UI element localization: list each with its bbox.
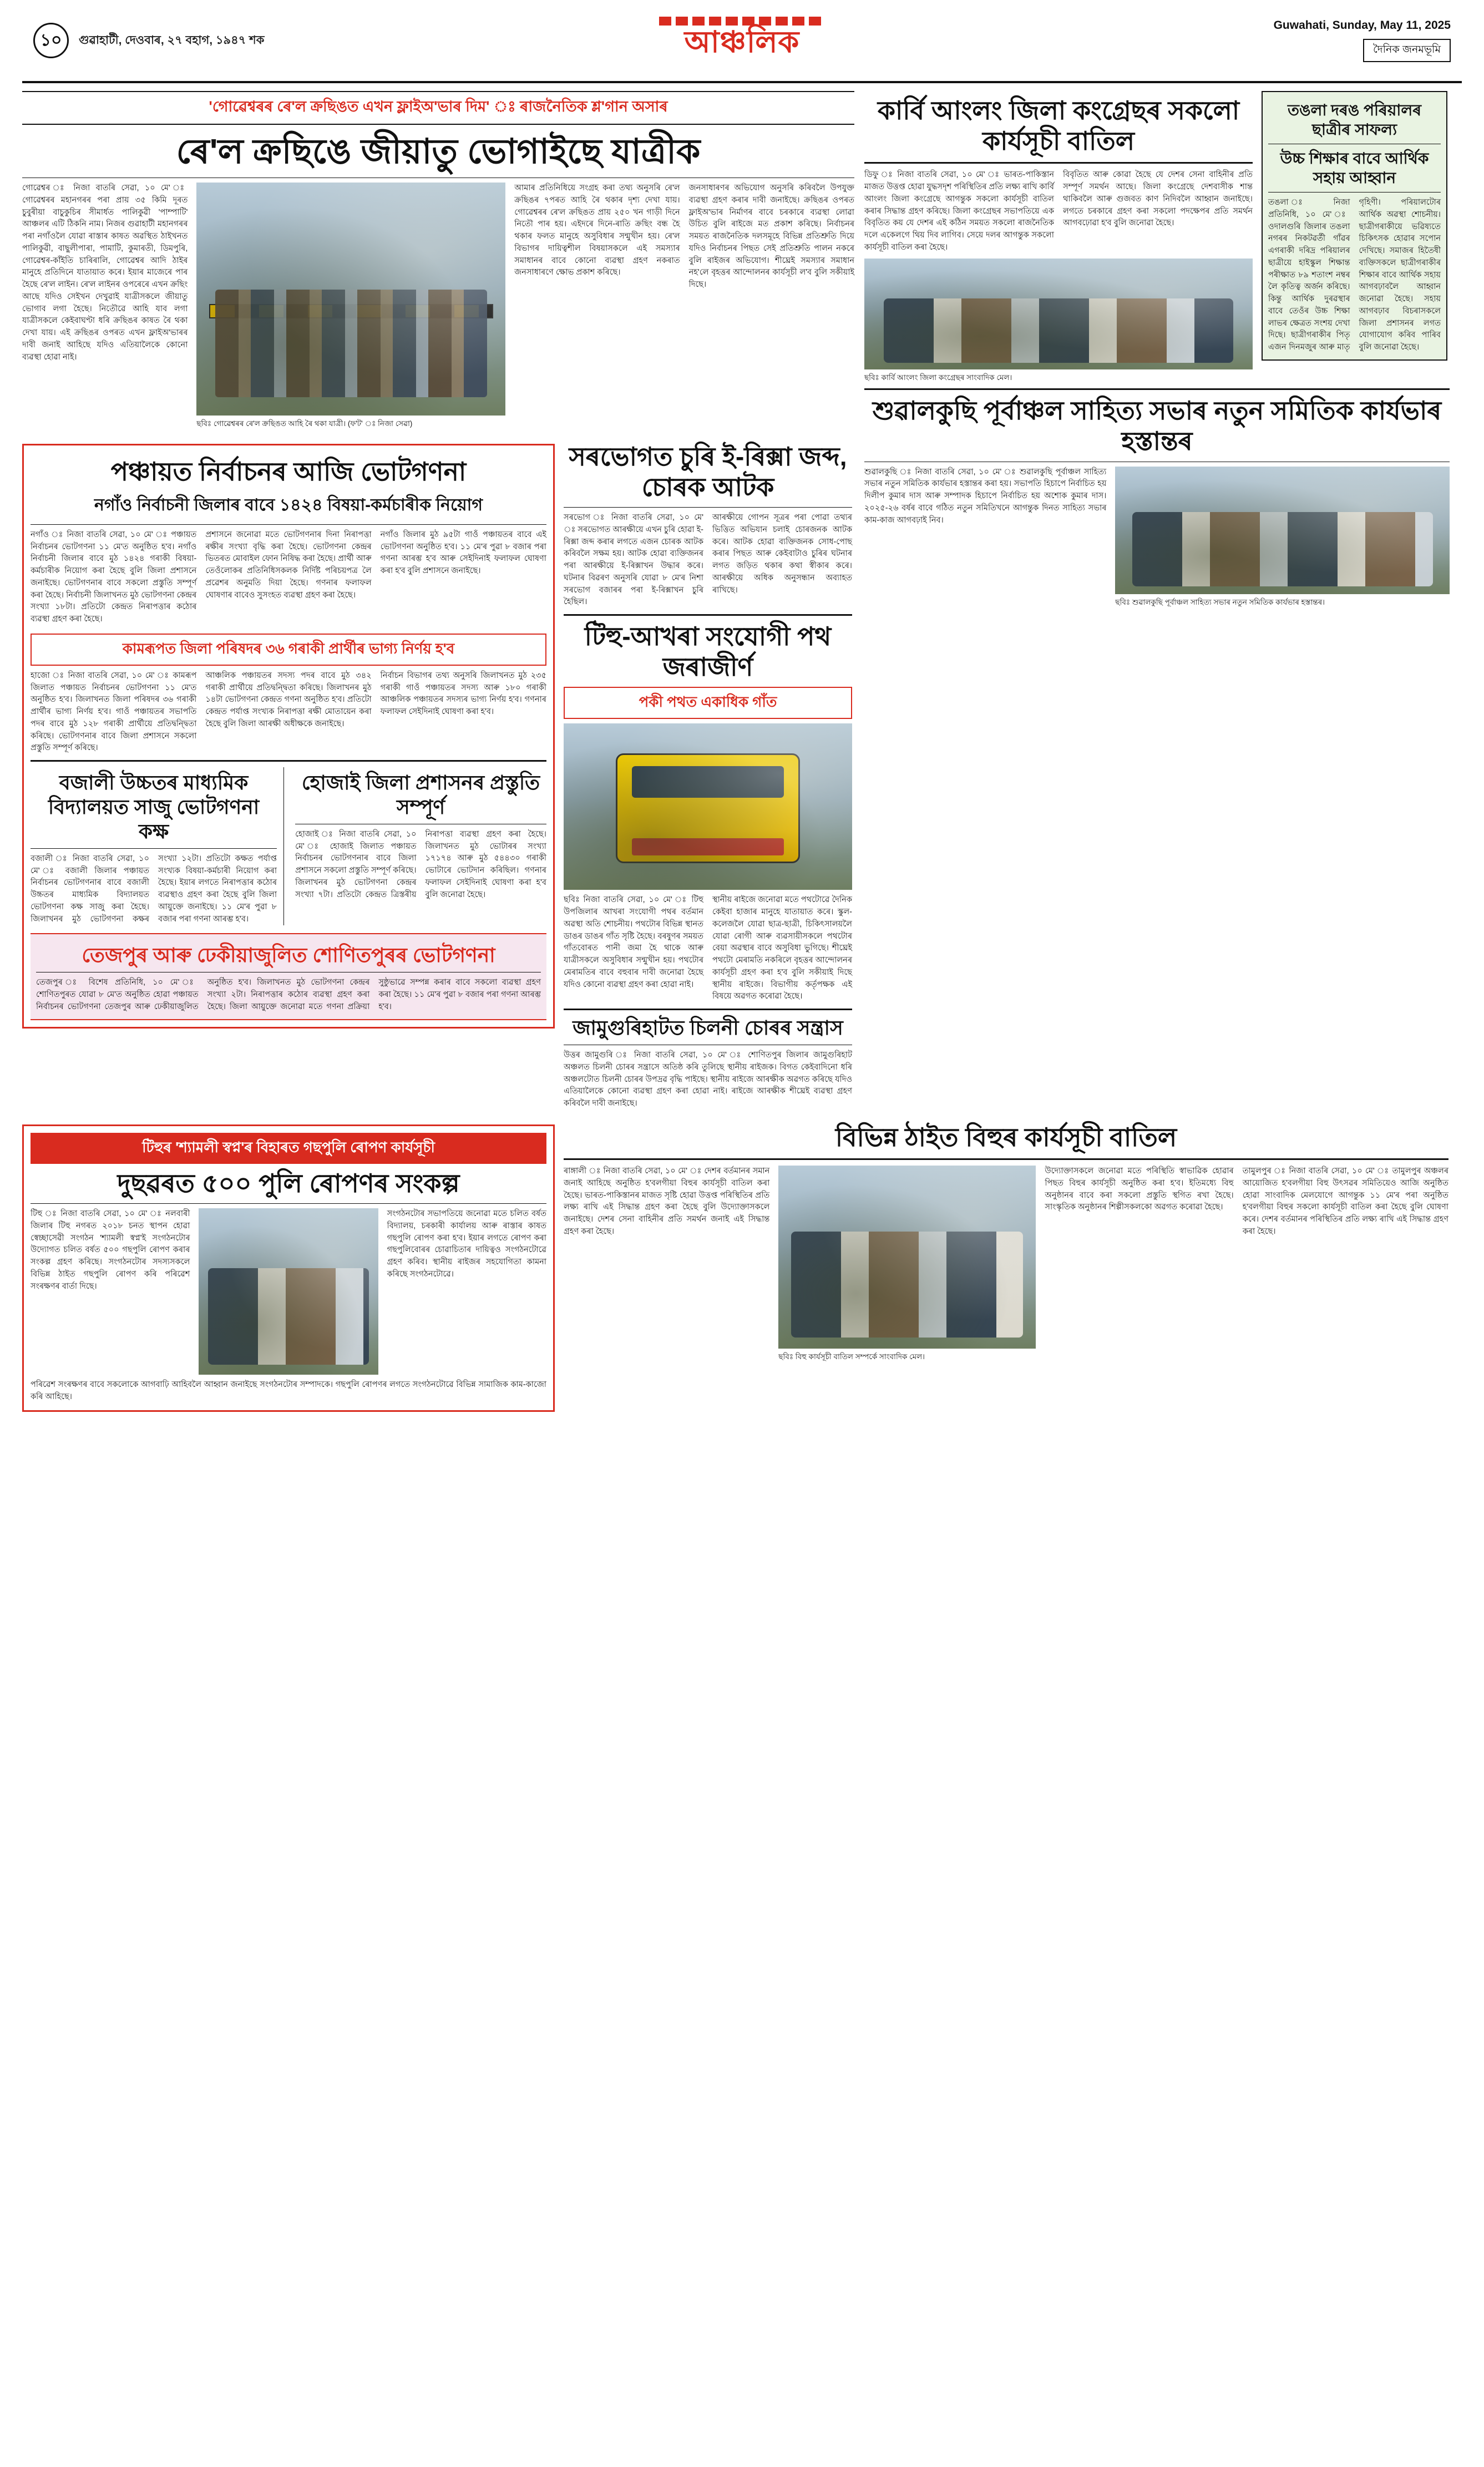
article-rail-crossing [22,91,854,429]
masthead-logo [659,17,825,58]
bihu-col3: তামুলপুৰ ঃ নিজা বাতৰি সেৱা, ১০ মে' ঃ তামুলপুৰ অঞ্চলৰ আয়োজিত হ'বলগীয়া বিহু উৎসৱৰ সমিতিয়েও আজি অনুষ্ঠিত হোৱা সাংবাদিক মেলযোগে আগন্তুক ১১ মে'ৰ পৰা অনুষ্ঠিত হ'বলগীয়া বিহুৰ সকলো কাৰ্যসূচী বাতিল কৰা হৈছে বুলি ঘোষণা কৰে। দেশৰ বৰ্তমানৰ পৰিস্থিতিৰ প্ৰতি লক্ষ্য ৰাখি এই সিদ্ধান্ত গ্ৰহণ কৰা হৈছে। [1242,1167,1448,1236]
sualkuchi-headline: শুৱালকুছি পূৰ্বাঞ্চল সাহিত্য সভাৰ নতুন সমিতিক কাৰ্যভাৰ হস্তান্তৰ [872,396,1442,456]
tree-planting-people-graphic [208,1268,369,1365]
lead-text-col3: জনসাধাৰণৰ অভিযোগ অনুসৰি কৰিবলৈ উপযুক্ত ব্যৱস্থা গ্ৰহণ কৰাৰ দাবী জনাইছে। ক্ৰছিঙৰ ওপৰত ফ্লাইঅ'ভাৰ নিৰ্মাণৰ বাবে চৰকাৰে ব্যৱস্থা লোৱা উচিত বুলি ৰাইজে মত প্ৰকাশ কৰিছে। নিৰ্বাচনৰ সময়ত ৰাজনৈতিক দলসমূহে বিভিন্ন প্ৰতিশ্ৰুতি দিয়ে যদিও নিৰ্বাচনৰ পিছত সেই প্ৰতিশ্ৰুতি পালন নকৰে বুলি ৰাইজৰ অভিযোগ। শীঘ্ৰেই সমস্যাৰ সমাধান নহ'লে বৃহত্তৰ আন্দোলনৰ কাৰ্যসূচী ল'ব বুলি সকীয়াই দিছে। [688,184,855,290]
bihu-col2: উদ্যোক্তাসকলে জনোৱা মতে পৰিস্থিতি স্বাভাৱিক হোৱাৰ পিছত বিহুৰ কাৰ্যসূচী অনুষ্ঠিত কৰা হ'ব। ইতিমধ্যে বিহু অনুষ্ঠানৰ বাবে কৰা সকলো প্ৰস্তুতি স্থগিত ৰখা হৈছে। সাংস্কৃতিক অনুষ্ঠানৰ শিল্পীসকলকো অৱগত কৰোৱা হৈছে। [1045,1167,1234,1212]
barrier-graphic [209,304,493,318]
publication-title: আঞ্চলিক [684,26,800,59]
left-column [22,91,854,1110]
panchayat-subhead: নগাঁও নিৰ্বাচনী জিলাৰ বাবে ১৪২৪ বিষয়া-কৰ্মচাৰীক নিয়োগ [94,495,483,514]
sorbhog-col1: সৰভোগ ঃ নিজা বাতৰি সেৱা, ১০ মে' ঃ সৰভোগত আৰক্ষীয়ে এখন চুৰি হোৱা ই-ৰিক্সা জব্দ কৰাৰ লগতে এজন চোৰক আটক কৰিবলৈ সক্ষম হয়। আটক হোৱা ব্যক্তিজনৰ পৰা আৰক্ষীয়ে ই-ৰিক্সাখন উদ্ধাৰ কৰে। ঘটনাৰ বিৱৰণ অনুসৰি যোৱা ৮ মে'ৰ নিশা সৰভোগ বজাৰৰ পৰা ই-ৰিক্সাখন চুৰি হৈছিল। [564,513,703,607]
bus-graphic [616,753,801,863]
right-column [864,91,1450,1110]
article-tihu-shyamoli [22,1124,555,1412]
sorbhog-headline: সৰভোগত চুৰি ই-ৰিক্সা জব্দ, চোৰক আটক [569,442,847,501]
masthead-city-date: Guwahati, Sunday, May 11, 2025 [1273,19,1451,32]
tezpur-body: তেজপুৰ ঃ বিশেষ প্ৰতিনিধি, ১০ মে' ঃ শোণিতপুৰত যোৱা ৮ মে'ত অনুষ্ঠিত হোৱা পঞ্চায়ত নিৰ্বাচনৰ ভোটগণনা তেজপুৰ আৰু ঢেকীয়াজুলিত অনুষ্ঠিত হ'ব। জিলাখনত মুঠ ভোটগণনা কেন্দ্ৰৰ সংখ্যা ২টা। নিৰাপত্তাৰ কঠোৰ ব্যৱস্থা গ্ৰহণ কৰা হৈছে। জিলা আয়ুক্তে জনোৱা মতে গণনা প্ৰক্ৰিয়া সুষ্ঠুভাৱে সম্পন্ন কৰাৰ বাবে সকলো ব্যৱস্থা গ্ৰহণ কৰা হৈছে। ১১ মে'ৰ পুৱা ৮ বজাৰ পৰা গণনা আৰম্ভ হ'ব। [36,978,541,1011]
article-panchayat-counting [22,444,555,1029]
handover-people-graphic [1132,512,1433,586]
article-tangla-student [1262,91,1447,361]
lead-headline: ৰে'ল ক্ৰছিঙে জীয়াতু ভোগাইছে যাত্ৰীক [176,133,701,171]
article-tihu-road [564,621,852,1003]
tihu-subband: পকী পথত একাধিক গাঁত [564,687,852,719]
bottom-section [22,1118,1462,1412]
tihu-headline: টিহু-আখৰা সংযোগী পথ জৰাজীৰ্ণ [584,622,832,682]
bihu-cancel-headline: বিভিন্ন ঠাইত বিহুৰ কাৰ্যসূচী বাতিল [835,1122,1177,1152]
panchayat-col3: নগাঁও জিলাৰ মুঠ ৯৫টা গাওঁ পঞ্চায়তৰ বাবে এই ভোটগণনা অনুষ্ঠিত হ'ব। ১১ মে'ৰ পুৱা ৮ বজাৰ পৰা গণনা আৰম্ভ হ'ব আৰু সেইদিনাই ফলাফল ঘোষণা কৰা হ'ব বুলি প্ৰশাসনে জনাইছে। [380,530,546,576]
tihu-photo-bus-on-road [564,723,852,890]
masthead [22,0,1462,83]
shyamoli-col3: পৰিৱেশ সংৰক্ষণৰ বাবে সকলোকে আগবাঢ়ি আহিবলৈ আহ্বান জনাইছে সংগঠনটোৰ সম্পাদকে। গছপুলি ৰোপণৰ লগতে সংগঠনটোৱে বিভিন্ন সামাজিক কাম-কাজো কৰি আহিছে। [31,1380,546,1401]
shyamoli-headline: দুছৱৰত ৫০০ পুলি ৰোপণৰ সংকল্প [117,1168,460,1198]
kamrup-col3: নিৰ্বাচন বিভাগৰ তথ্য অনুসৰি জিলাখনত মুঠ ২৩৫ গৰাকী গাওঁ পঞ্চায়তৰ সদস্য আৰু ১৮০ গৰাকী আঞ্চলিক পঞ্চায়তৰ সদস্যৰ ভাগ্য নিৰ্ণয় হ'ব। গণনাৰ ফলাফল সেইদিনাই ঘোষণা কৰা হ'ব। [380,671,546,717]
bajali-body: বজালী ঃ নিজা বাতৰি সেৱা, ১০ মে' ঃ বজালী জিলাৰ পঞ্চায়ত নিৰ্বাচনৰ ভোটগণনাৰ বাবে বজালী উচ্চতৰ মাধ্যমিক বিদ্যালয়ত ভোটগণনা কক্ষ সাজু কৰা হৈছে। জিলাখনৰ মুঠ ভোটগণনা কক্ষৰ সংখ্যা ১২টা। প্ৰতিটো কক্ষত পৰ্যাপ্ত সংখ্যক বিষয়া-কৰ্মচাৰী নিয়োগ কৰা হৈছে। ইয়াৰ লগতে নিৰাপত্তাৰ কঠোৰ ব্যৱস্থাও গ্ৰহণ কৰা হৈছে বুলি জিলা আয়ুক্তে জনাইছে। ১১ মে'ৰ পুৱা ৮ বজাৰ পৰা গণনা আৰম্ভ হ'ব। [31,854,277,924]
karbi-body1: ডিফু ঃ নিজা বাতৰি সেৱা, ১০ মে' ঃ ভাৰত-পাকিস্তান মাজত উত্তপ্ত হোৱা যুদ্ধসদৃশ পৰিস্থিতিৰ প্ৰতি লক্ষ্য ৰাখি কাৰ্বি আংলং জিলা কংগ্ৰেছে আগন্তুক সকলো কাৰ্যসূচী বাতিল কৰাৰ সিদ্ধান্ত গ্ৰহণ কৰিছে। জিলা কংগ্ৰেছৰ সভাপতিয়ে এক বিবৃতিত কয় যে দেশৰ এই কঠিন সময়ত সকলো ৰাজনৈতিক দলে একেলগে থিয় দিব লাগিব। সেয়ে দলৰ আগন্তুক সকলো কাৰ্যসূচী বাতিল কৰা হৈছে। [864,170,1054,252]
logo-stripes-decoration [659,17,825,26]
jamugurihat-headline: জামুগুৰিহাটত চিলনী চোৰৰ সন্ত্ৰাস [573,1016,843,1040]
shyamoli-band: টিহুৰ 'শ্যামলী স্বপ্ন'ৰ বিহাৰত গছপুলি ৰোপণ কাৰ্যসূচী [31,1133,546,1164]
sualkuchi-photo-caption: ছবিঃ শুৱালকুছি পূৰ্বাঞ্চল সাহিত্য সভাৰ নতুন সমিতিক কাৰ্যভাৰ হস্তান্তৰ। [1115,597,1325,606]
bajali-headline: বজালী উচ্চতৰ মাধ্যমিক বিদ্যালয়ত সাজু ভোটগণনা কক্ষ [48,771,260,843]
lead-text-col2: আমাৰ প্ৰতিনিধিয়ে সংগ্ৰহ কৰা তথ্য অনুসৰি ৰে'ল ক্ৰছিঙৰ ৭পৰত আহি ৰৈ থকাৰ দৃশ্য দেখা যায়। গোৱেশ্বৰৰ ৰে'ল ক্ৰছিঙত প্ৰায় ২৫০ খন গাড়ী দিনে নিতৌ পাৰ হয়। এইদৰে দিনে-ৰাতি ক্ৰছিং বন্ধ হৈ থকাৰ ফলত মানুহে অসুবিধাৰ সন্মুখীন হয়। ৰে'ল বিভাগৰ দায়িত্বশীল বিষয়াসকলে এই সমস্যাৰ সমাধানৰ বাবে কোনো ব্যৱস্থা গ্ৰহণ নকৰাত জনসাধাৰণে ক্ষোভ প্ৰকাশ কৰিছে। [514,184,680,277]
article-karbi-anglong [864,95,1253,383]
panchayat-col2: প্ৰশাসনে জনোৱা মতে ভোটগণনাৰ দিনা নিৰাপত্তা ৰক্ষীৰ সংখ্যা বৃদ্ধি কৰা হৈছে। ভোটগণনা কেন্দ্ৰৰ ভিতৰত মোবাইল ফোন নিষিদ্ধ কৰা হৈছে। প্ৰাৰ্থী আৰু তেওঁলোকৰ প্ৰতিনিধিসকলক নিৰ্দিষ্ট পৰিচয়পত্ৰ লৈ প্ৰৱেশৰ অনুমতি দিয়া হৈছে। গণনাৰ ফলাফল ঘোষণাৰ বাবেও সুসংহত ব্যৱস্থা গ্ৰহণ কৰা হৈছে। [205,530,372,600]
kamrup-col1: হাজো ঃ নিজা বাতৰি সেৱা, ১০ মে' ঃ কামৰূপ জিলাত পঞ্চায়ত নিৰ্বাচনৰ ভোটগণনা ১১ মে'ত অনুষ্ঠিত হ'ব। জিলাখনত জিলা পৰিষদৰ ৩৬ গৰাকী প্ৰাৰ্থীৰ ভাগ্য নিৰ্ণয় হ'ব। গাওঁ পঞ্চায়তৰ সভাপতি পদৰ বাবে মুঠ ১২৮ গৰাকী প্ৰাৰ্থীয়ে প্ৰতিদ্বন্দ্বিতা কৰিছে। ভোটগণনাৰ বাবে জিলা প্ৰশাসনে সকলো প্ৰস্তুতি সম্পূৰ্ণ কৰিছে। [31,671,197,753]
page-number: ১০ [33,23,69,58]
bihu-photo-group [778,1166,1036,1349]
panchayat-col1: নগাঁও ঃ নিজা বাতৰি সেৱা, ১০ মে' ঃ পঞ্চায়ত নিৰ্বাচনৰ ভোটগণনা ১১ মে'ত অনুষ্ঠিত হ'ব। নগাঁও নিৰ্বাচনী জিলাৰ বাবে মুঠ ১৪২৪ গৰাকী বিষয়া-কৰ্মচাৰীক নিয়োগ কৰা হৈছে বুলি জিলা প্ৰশাসনে জনাইছে। ভোটগণনাৰ বাবে সকলো প্ৰস্তুতি সম্পূৰ্ণ কৰা হৈছে। নিৰ্বাচনী জিলাখনত মুঠ ভোটগণনা কেন্দ্ৰৰ সংখ্যা ১৮টা। প্ৰতিটো কেন্দ্ৰত নিৰাপত্তাৰ কঠোৰ ব্যৱস্থা গ্ৰহণ কৰা হৈছে। [31,530,197,624]
page-content [22,83,1462,1110]
article-sorbhog-erickshaw [564,442,852,609]
masthead-date-assamese: গুৱাহাটী, দেওবাৰ, ২৭ বহাগ, ১৯৪৭ শক [79,33,265,47]
masthead-right [1274,19,1451,62]
lead-photo-rail-crossing [196,183,505,416]
tangla-body: তঙলা ঃ নিজা প্ৰতিনিধি, ১০ মে' ঃ ওদালগুৰি জিলাৰ তঙলা নগৰৰ নিকটৱৰ্তী গাঁৱৰ এগৰাকী দৰিদ্ৰ পৰিয়ালৰ ছাত্ৰীয়ে হাইস্কুল শিক্ষান্ত পৰীক্ষাত ৮৯ শতাংশ নম্বৰ লৈ কৃতিত্ব অৰ্জন কৰিছে। কিন্তু আৰ্থিক দুৰৱস্থাৰ বাবে তেওঁৰ উচ্চ শিক্ষা লাভৰ ক্ষেত্ৰত সংশয় দেখা দিছে। ছাত্ৰীগৰাকীৰ পিতৃ এজন দিনমজুৰ আৰু মাতৃ গৃহিণী। পৰিয়ালটোৰ আৰ্থিক অৱস্থা শোচনীয়। ছাত্ৰীগৰাকীয়ে ভৱিষ্যতে চিকিৎসক হোৱাৰ সপোন দেখিছে। সমাজৰ হিতৈষী ব্যক্তিসকলে ছাত্ৰীগৰাকীৰ শিক্ষাৰ বাবে আৰ্থিক সহায় আগবঢ়াবলৈ আহ্বান জনোৱা হৈছে। সহায় আগবঢ়াব বিচৰাসকলে জিলা প্ৰশাসনৰ লগত যোগাযোগ কৰিব পাৰিব বুলি জনোৱা হৈছে। [1268,198,1441,352]
hojai-body: হোজাই ঃ নিজা বাতৰি সেৱা, ১০ মে' ঃ হোজাই জিলাত পঞ্চায়ত নিৰ্বাচনৰ ভোটগণনাৰ বাবে জিলা প্ৰশাসনে সকলো প্ৰস্তুতি সম্পূৰ্ণ কৰিছে। জিলাখনৰ মুঠ ভোটগণনা কেন্দ্ৰৰ সংখ্যা ৭টা। প্ৰতিটো কেন্দ্ৰত ত্ৰিস্তৰীয় নিৰাপত্তা ব্যৱস্থা গ্ৰহণ কৰা হৈছে। জিলাখনত মুঠ ভোটাৰৰ সংখ্যা ১৭১৭৪ আৰু মুঠ ৫৪৪৩০ গৰাকী ভোটাৰে ভোটদান কৰিছিল। গণনাৰ ফলাফল সেইদিনাই ঘোষণা কৰা হ'ব বুলি জনোৱা হৈছে। [295,829,546,899]
lead-kicker: 'গোৱেশ্বৰৰ ৰে'ল ক্ৰছিঙত এখন ফ্লাইঅ'ভাৰ দিম' ঃ ৰাজনৈতিক শ্ল'গান অসাৰ [22,91,854,125]
panchayat-headline: পঞ্চায়ত নিৰ্বাচনৰ আজি ভোটগণনা [110,457,467,486]
karbi-headline: কাৰ্বি আংলং জিলা কংগ্ৰেছৰ সকলো কাৰ্যসূচী বাতিল [877,96,1240,156]
karbi-body2: বিবৃতিত আৰু কোৱা হৈছে যে দেশৰ সেনা বাহিনীৰ প্ৰতি সম্পূৰ্ণ সমৰ্থন আছে। জিলা কংগ্ৰেছে দেশবাসীক শান্ত থাকিবলৈ আৰু গুজবত কাণ নিদিবলৈ আহ্বান জনাইছে। লগতে চৰকাৰে গ্ৰহণ কৰা সকলো পদক্ষেপৰ প্ৰতি সমৰ্থন আগবঢ়োৱা হ'ব বুলি জনোৱা হৈছে। [1063,170,1253,228]
article-bihu-cancelled [564,1122,1448,1362]
hojai-headline: হোজাই জিলা প্ৰশাসনৰ প্ৰস্তুতি সম্পূৰ্ণ [301,771,540,819]
shyamoli-col2: সংগঠনটোৰ সভাপতিয়ে জনোৱা মতে চলিত বৰ্ষত বিদ্যালয়, চৰকাৰী কাৰ্যালয় আৰু ৰাস্তাৰ কাষত গছপুলি ৰোপণ কৰা হ'ব। ইয়াৰ লগতে ৰোপণ কৰা গছপুলিবোৰৰ চোৱাচিতাৰ দায়িত্বও সংগঠনটোৱে গ্ৰহণ কৰিব। স্থানীয় ৰাইজৰ সহযোগিতা কামনা কৰিছে সংগঠনটোৱে। [387,1209,546,1279]
shyamoli-photo-tree-planting [199,1208,378,1375]
sualkuchi-col1: শুৱালকুছি ঃ নিজা বাতৰি সেৱা, ১০ মে' ঃ শুৱালকুছি পূৰ্বাঞ্চল সাহিত্য সভাৰ নতুন সমিতিক কাৰ্যভাৰ হস্তান্তৰ কৰা হয়। সভাপতি হিচাপে নিৰ্বাচিত হয় দিলীপ কুমাৰ দাস আৰু সম্পাদক হিচাপে নিৰ্বাচিত হয় অশোক কুমাৰ দাস। ২০২৫-২৬ বৰ্ষৰ বাবে গঠিত নতুন সমিতিখনে আগন্তুক দিনত সাহিত্য সভাৰ কাম-কাজ আগবঢ়াই নিব। [864,467,1107,525]
jamugurihat-body: উত্তৰ জামুগুৰি ঃ নিজা বাতৰি সেৱা, ১০ মে' ঃ শোণিতপুৰ জিলাৰ জামুগুৰিহাট অঞ্চলত চিলনী চোৰৰ সন্ত্ৰাসে অতিষ্ঠ কৰি তুলিছে স্থানীয় ৰাইজক। বিগত কেইবাদিনো ধৰি অঞ্চলটোত চিলনী চোৰৰ উপদ্ৰৱ বৃদ্ধি পাইছে। স্থানীয় ৰাইজে আৰক্ষীক অৱগত কৰিছে যদিও এতিয়ালৈকে কোনো ব্যৱস্থা গ্ৰহণ কৰা হোৱা নাই। ৰাইজে আৰক্ষীক শীঘ্ৰেই ব্যৱস্থা গ্ৰহণ কৰিবলৈ দাবী জনাইছে। [564,1051,852,1108]
lead-text-col1: গোৱেশ্বৰ ঃ নিজা বাতৰি সেৱা, ১০ মে' ঃ গোৱেশ্বৰৰ মহানগৰৰ পৰা প্ৰায় ৩৫ কিমি দূৰত চুবুৰীয়া বাচুকুচিৰ সীমাৰ্ধত পালিকুৱী 'পাম্পাটি' আঞ্চলৰ এটি ঠিকনি নাম। নিজৰ গুৱাহাটী মহানগৰৰ পৰা নগাঁওলৈ যোৱা ৰাস্তাৰ কাষত অৱস্থিত ঠাইখনত পালিকুৱী, বাছুলীপাৰা, পামাটি, কুমাৰতী, ডিমপুৰি, গোৱেশ্বৰ-কাঁইতি চাৰিৰালি, গোৱেশ্বৰ আদি ঠাইৰ মানুহে প্ৰতিদিনে যাতায়াত কৰে। ইয়াৰ মাজেৰে পাৰ হৈছে ৰে'ল লাইন। ৰে'ল লাইনৰ ওপৰেৰে এখন ক্ৰছিং আছে যদিও সেইখন দেখুৱাই যাত্ৰীসকলে জীয়াতু ভোগাব লগা হৈছে। নিতৌৱে আহি যাব লগা যাত্ৰীসকলে কেইবাঘণ্টা ধৰি ক্ৰছিঙৰ কাষত ৰৈ থকা দেখা যায়। এই ক্ৰছিঙৰ ওপৰত এখন ফ্লাইঅ'ভাৰৰ দাবী জনাই আহিছে যদিও এতিয়ালৈকে কোনো ব্যৱস্থা হোৱা নাই। [22,184,188,362]
sualkuchi-photo-handover [1115,467,1450,594]
kamrup-col2: আঞ্চলিক পঞ্চায়তৰ সদস্য পদৰ বাবে মুঠ ৩৪২ গৰাকী প্ৰাৰ্থীয়ে প্ৰতিদ্বন্দ্বিতা কৰিছে। জিলাখনৰ মুঠ ১৪টা ভোটগণনা কেন্দ্ৰত গণনা অনুষ্ঠিত হ'ব। প্ৰতিটো কেন্দ্ৰত পৰ্যাপ্ত সংখ্যক নিৰাপত্তা ৰক্ষী মোতায়েন কৰা হৈছে বুলি জিলা আৰক্ষী অধীক্ষকে জনাইছে। [205,671,372,728]
article-tezpur [31,933,546,1020]
tihu-col2: স্থানীয় ৰাইজে জনোৱা মতে পথটোৱে দৈনিক কেইবা হাজাৰ মানুহে যাতায়াত কৰে। স্কুল-কলেজলৈ যোৱা ছাত্ৰ-ছাত্ৰী, চিকিৎসালয়লৈ যোৱা ৰোগী আৰু ব্যৱসায়ীসকলে পথটোৰ বেয়া অৱস্থাৰ বাবে অসুবিধা ভুগিছে। শীঘ্ৰেই পথটো মেৰামতি নকৰিলে বৃহত্তৰ আন্দোলনৰ কাৰ্যসূচী গ্ৰহণ কৰা হ'ব বুলি সকীয়াই দিছে স্থানীয় ৰাইজে। বিভাগীয় কৰ্তৃপক্ষক এই বিষয়ে অৱগত কৰোৱা হৈছে। [712,895,852,1001]
article-sualkuchi [864,396,1450,607]
shyamoli-col1: টিহু ঃ নিজা বাতৰি সেৱা, ১০ মে' ঃ নলবাৰী জিলাৰ টিহু নগৰত ২০১৮ চনত স্থাপন হোৱা স্বেচ্ছাসেৱী সংগঠন 'শ্যামলী স্বপ্ন'ই সংগঠনটোৰ উদ্যোগত চলিত বৰ্ষত ৫০০ গছপুলি ৰোপণ কৰাৰ সংকল্প গ্ৰহণ কৰিছে। সংগঠনটোৰ সদস্যসকলে বিভিন্ন ঠাইত গছপুলি ৰোপণ কৰি পৰিৱেশ সংৰক্ষণৰ বাৰ্তা দিছে। [31,1209,190,1291]
bihu-col1: ৰাঙ্গালী ঃ নিজা বাতৰি সেৱা, ১০ মে' ঃ দেশৰ বৰ্তমানৰ সমান জনাই আহিছে অনুষ্ঠিত হ'বলগীয়া বিহুৰ কাৰ্যসূচী বাতিল কৰা হৈছে। ভাৰত-পাকিস্তানৰ মাজত সৃষ্টি হোৱা উত্তপ্ত পৰিস্থিতিৰ প্ৰতি লক্ষ্য ৰাখি এই সিদ্ধান্ত গ্ৰহণ কৰা হৈছে বুলি উদ্যোক্তাসকলে জনাইছে। দেশৰ সেনা বাহিনীৰ প্ৰতি সমৰ্থন জনাই এই সিদ্ধান্ত গ্ৰহণ কৰা হৈছে। [564,1167,770,1236]
tihu-col1: ছবিঃ নিজা বাতৰি সেৱা, ১০ মে' ঃ টিহু উপজিলাৰ আখৰা সংযোগী পথৰ বৰ্তমান অৱস্থা অতি শোচনীয়। পথটোৰ বিভিন্ন স্থানত ডাঙৰ ডাঙৰ গাঁত সৃষ্টি হৈছে। বৰষুণৰ সময়ত গাঁতবোৰত পানী জমা হৈ থাকে আৰু যাত্ৰীসকলে অসুবিধাৰ সন্মুখীন হয়। পথটোৰ মেৰামতিৰ বাবে বহুবাৰ দাবী জনোৱা হৈছে যদিও কোনো ব্যৱস্থা গ্ৰহণ কৰা হোৱা নাই। [564,895,703,989]
bihu-photo-caption: ছবিঃ বিহু কাৰ্যসূচী বাতিল সম্পৰ্কে সাংবাদিক মেল। [778,1352,925,1361]
tezpur-headline: তেজপুৰ আৰু ঢেকীয়াজুলিত শোণিতপুৰৰ ভোটগণনা [82,944,495,967]
masthead-tagline: দৈনিক জনমভূমি [1363,39,1451,62]
lead-photo-caption: ছবিঃ গোৱেশ্বৰৰ ৰে'ল ক্ৰছিঙত আহি ৰৈ থকা যাত্ৰী। (ফ'ট' ঃ নিজা সেৱা) [196,419,413,428]
karbi-photo-press-meet [864,259,1253,369]
bihu-group-people-graphic [791,1232,1023,1338]
press-meet-people-graphic [884,298,1233,363]
article-jamugurihat [564,1016,852,1110]
crowd-graphic [215,290,487,397]
karbi-photo-caption: ছবিঃ কাৰ্বি আংলং জিলা কংগ্ৰেছৰ সাংবাদিক মেল। [864,373,1012,382]
tangla-headline-2: উচ্চ শিক্ষাৰ বাবে আৰ্থিক সহায় আহ্বান [1280,150,1429,186]
kamrup-band-headline: কামৰূপত জিলা পৰিষদৰ ৩৬ গৰাকী প্ৰাৰ্থীৰ ভাগ্য নিৰ্ণয় হ'ব [31,634,546,666]
sorbhog-col2: আৰক্ষীয়ে গোপন সূত্ৰৰ পৰা পোৱা তথ্যৰ ভিত্তিত অভিযান চলাই চোৰজনক আটক কৰে। আটক হোৱা ব্যক্তিজনক সোধ-পোছ কৰাৰ পিছত আৰু কেইবাটাও চুৰিৰ ঘটনাৰ লগত জড়িত থকাৰ কথা স্বীকাৰ কৰে। আৰক্ষীয়ে অধিক অনুসন্ধান অব্যাহত ৰাখিছে। [712,513,852,595]
tangla-headline-1: তঙলা দৰঙ পৰিয়ালৰ ছাত্ৰীৰ সাফল্য [1287,102,1422,138]
